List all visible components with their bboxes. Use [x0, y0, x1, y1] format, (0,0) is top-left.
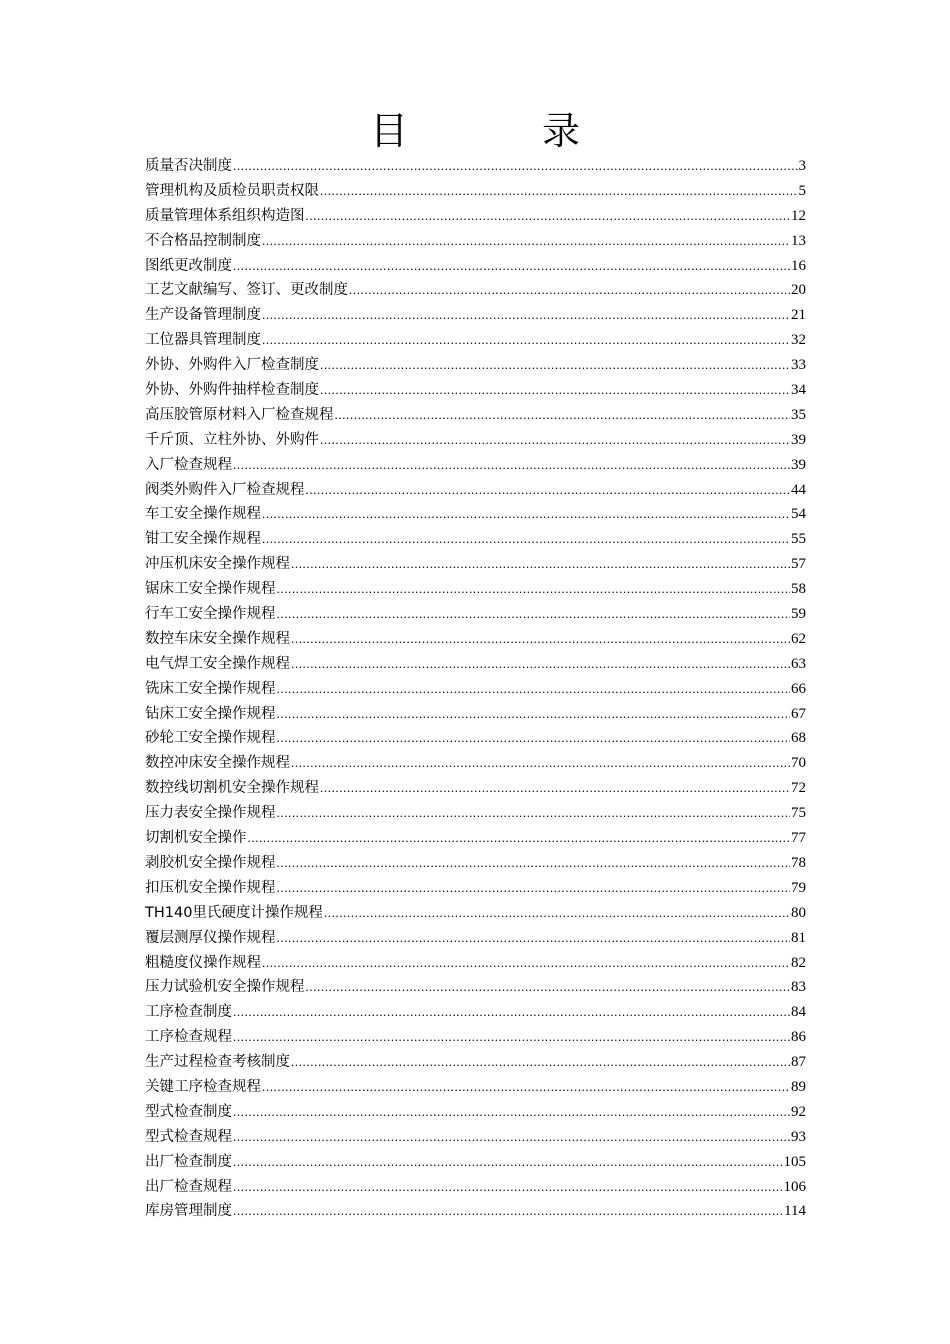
toc-entry-page-number: 44	[791, 481, 806, 498]
toc-entry-label: 生产设备管理制度	[145, 307, 261, 324]
toc-entry[interactable]	[145, 751, 806, 776]
toc-entry-label: 工艺文献编写、签订、更改制度	[145, 282, 348, 299]
toc-dot-leader	[277, 577, 791, 602]
toc-dot-leader	[233, 453, 790, 478]
toc-entry-label: 工位器具管理制度	[145, 332, 261, 349]
toc-entry[interactable]	[145, 502, 806, 527]
toc-entry[interactable]	[145, 1075, 806, 1100]
toc-entry-label: 数控车床安全操作规程	[145, 630, 290, 647]
toc-entry[interactable]	[145, 303, 806, 328]
toc-entry[interactable]	[145, 229, 806, 254]
toc-entry[interactable]	[145, 602, 806, 627]
toc-entry[interactable]	[145, 926, 806, 951]
toc-dot-leader	[306, 975, 791, 1000]
toc-entry[interactable]	[145, 652, 806, 677]
toc-entry-page-number: 105	[783, 1153, 806, 1170]
toc-entry-label: 钻床工安全操作规程	[145, 705, 276, 722]
toc-entry-page-number: 57	[791, 556, 806, 573]
toc-entry-page-number: 68	[791, 730, 806, 747]
toc-entry-page-number: 81	[791, 929, 806, 946]
toc-entry-label: 切割机安全操作	[145, 830, 247, 847]
toc-dot-leader	[277, 602, 791, 627]
toc-entry[interactable]	[145, 552, 806, 577]
toc-entry-label: 阀类外购件入厂检查规程	[145, 481, 305, 498]
toc-entry[interactable]	[145, 1199, 806, 1224]
toc-entry-label: 剥胶机安全操作规程	[145, 854, 276, 871]
toc-entry-label: 外协、外购件抽样检查制度	[145, 382, 319, 399]
toc-entry-label: 关键工序检查规程	[145, 1078, 261, 1095]
toc-dot-leader	[262, 527, 790, 552]
toc-entry-label: 数控线切割机安全操作规程	[145, 780, 319, 797]
toc-dot-leader	[291, 652, 790, 677]
toc-entry-label: 外协、外购件入厂检查制度	[145, 357, 319, 374]
toc-entry-page-number: 3	[798, 158, 806, 174]
toc-entry-label: 质量否决制度	[145, 158, 232, 174]
toc-entry-page-number: 5	[798, 182, 806, 199]
toc-entry[interactable]	[145, 428, 806, 453]
toc-entry[interactable]	[145, 453, 806, 478]
toc-dot-leader	[233, 1025, 790, 1050]
toc-entry[interactable]	[145, 254, 806, 279]
toc-dot-leader	[320, 179, 798, 204]
toc-dot-leader	[291, 627, 790, 652]
toc-entry-label: 型式检查规程	[145, 1128, 232, 1145]
toc-entry[interactable]	[145, 776, 806, 801]
toc-entry[interactable]	[145, 876, 806, 901]
toc-entry-page-number: 78	[791, 854, 806, 871]
toc-entry-page-number: 13	[791, 232, 806, 249]
toc-entry-page-number: 39	[791, 456, 806, 473]
toc-dot-leader	[277, 702, 791, 727]
toc-entry[interactable]	[145, 1175, 806, 1200]
toc-entry-label: 行车工安全操作规程	[145, 606, 276, 623]
toc-entry-label: 冲压机床安全操作规程	[145, 556, 290, 573]
toc-dot-leader	[233, 1150, 783, 1175]
toc-dot-leader	[291, 751, 790, 776]
toc-entry[interactable]	[145, 403, 806, 428]
toc-dot-leader	[277, 876, 791, 901]
toc-entry[interactable]	[145, 1000, 806, 1025]
toc-entry[interactable]	[145, 328, 806, 353]
toc-dot-leader	[277, 851, 791, 876]
toc-entry-page-number: 93	[791, 1128, 806, 1145]
toc-dot-leader	[233, 1125, 790, 1150]
toc-entry[interactable]	[145, 527, 806, 552]
toc-entry-page-number: 114	[784, 1203, 806, 1220]
toc-dot-leader	[277, 677, 791, 702]
toc-entry-page-number: 70	[791, 755, 806, 772]
toc-entry[interactable]	[145, 353, 806, 378]
toc-entry-label: 粗糙度仪操作规程	[145, 954, 261, 971]
toc-dot-leader	[277, 801, 791, 826]
toc-dot-leader	[335, 403, 791, 428]
toc-entry-label: 车工安全操作规程	[145, 506, 261, 523]
toc-entry-page-number: 84	[791, 1004, 806, 1021]
toc-entry-label: 工序检查制度	[145, 1004, 232, 1021]
toc-entry-page-number: 33	[791, 357, 806, 374]
toc-entry-label: 砂轮工安全操作规程	[145, 730, 276, 747]
toc-entry[interactable]	[145, 726, 806, 751]
toc-entry-label: 覆层测厚仪操作规程	[145, 929, 276, 946]
toc-entry-label: 铣床工安全操作规程	[145, 680, 276, 697]
toc-dot-leader	[233, 254, 790, 279]
toc-entry-page-number: 87	[791, 1054, 806, 1071]
toc-entry[interactable]	[145, 901, 806, 926]
toc-entry-label: 生产过程检查考核制度	[145, 1054, 290, 1071]
toc-entry[interactable]	[145, 378, 806, 403]
toc-dot-leader	[349, 278, 790, 303]
toc-entry-page-number: 77	[791, 830, 806, 847]
toc-dot-leader	[320, 428, 790, 453]
toc-dot-leader	[233, 1175, 783, 1200]
toc-title: 目 录	[369, 109, 628, 153]
toc-entry-label: 库房管理制度	[145, 1203, 232, 1220]
toc-entry-page-number: 55	[791, 531, 806, 548]
toc-entry-page-number: 20	[791, 282, 806, 299]
toc-dot-leader	[320, 353, 790, 378]
toc-entry-label: 压力试验机安全操作规程	[145, 979, 305, 996]
toc-dot-leader	[306, 478, 791, 503]
toc-entry-label: 工序检查规程	[145, 1029, 232, 1046]
toc-entry-label: 数控冲床安全操作规程	[145, 755, 290, 772]
toc-dot-leader	[262, 1075, 790, 1100]
toc-dot-leader	[306, 204, 791, 229]
toc-entry-page-number: 72	[791, 780, 806, 797]
toc-dot-leader	[277, 726, 791, 751]
toc-entry[interactable]	[145, 278, 806, 303]
toc-entry-label: 入厂检查规程	[145, 456, 232, 473]
toc-entry-label: 压力表安全操作规程	[145, 805, 276, 822]
toc-entry-label: 不合格品控制制度	[145, 232, 261, 249]
toc-entry-page-number: 39	[791, 431, 806, 448]
toc-dot-leader	[277, 926, 791, 951]
toc-dot-leader	[291, 552, 790, 577]
toc-entry-label: 管理机构及质检员职责权限	[145, 182, 319, 199]
toc-entry-page-number: 58	[791, 581, 806, 598]
toc-entry-label: TH140里氏硬度计操作规程	[145, 904, 323, 921]
toc-dot-leader	[262, 951, 790, 976]
toc-entry-page-number: 34	[791, 382, 806, 399]
toc-entry[interactable]	[145, 951, 806, 976]
toc-dot-leader	[320, 776, 790, 801]
toc-entry-page-number: 21	[791, 307, 806, 324]
toc-entry[interactable]	[145, 204, 806, 229]
toc-entry[interactable]	[145, 1025, 806, 1050]
toc-entry-page-number: 67	[791, 705, 806, 722]
toc-entry-page-number: 16	[791, 257, 806, 274]
toc-dot-leader	[324, 901, 790, 926]
toc-entry-page-number: 32	[791, 332, 806, 349]
toc-dot-leader	[233, 1000, 790, 1025]
toc-entry[interactable]	[145, 627, 806, 652]
toc-dot-leader	[233, 1199, 783, 1224]
toc-entry-page-number: 80	[791, 904, 806, 921]
toc-entry[interactable]	[145, 1125, 806, 1150]
toc-entry-label: 图纸更改制度	[145, 257, 232, 274]
toc-entry-page-number: 59	[791, 606, 806, 623]
toc-dot-leader	[233, 154, 798, 179]
toc-entry[interactable]	[145, 179, 806, 204]
toc-entry-label: 出厂检查制度	[145, 1153, 232, 1170]
toc-entry-page-number: 66	[791, 680, 806, 697]
toc-entry-label: 型式检查制度	[145, 1103, 232, 1120]
toc-entry[interactable]	[145, 1100, 806, 1125]
toc-entry-page-number: 12	[791, 207, 806, 224]
toc-entry[interactable]	[145, 702, 806, 727]
toc-entry-label: 锯床工安全操作规程	[145, 581, 276, 598]
toc-entry[interactable]	[145, 478, 806, 503]
toc-entry[interactable]	[145, 1150, 806, 1175]
toc-entry[interactable]	[145, 851, 806, 876]
toc-entry-page-number: 35	[791, 406, 806, 423]
toc-entry[interactable]	[145, 154, 806, 179]
toc-dot-leader	[291, 1050, 790, 1075]
toc-entry-page-number: 83	[791, 979, 806, 996]
toc-dot-leader	[262, 303, 790, 328]
toc-entry-page-number: 92	[791, 1103, 806, 1120]
toc-entry-page-number: 106	[783, 1178, 806, 1195]
toc-entry-label: 出厂检查规程	[145, 1178, 232, 1195]
toc-entry-page-number: 82	[791, 954, 806, 971]
toc-entry[interactable]	[145, 975, 806, 1000]
toc-list	[145, 154, 806, 1224]
toc-dot-leader	[233, 1100, 790, 1125]
toc-entry-page-number: 63	[791, 655, 806, 672]
toc-entry[interactable]	[145, 677, 806, 702]
toc-entry-label: 高压胶管原材料入厂检查规程	[145, 406, 334, 423]
toc-dot-leader	[262, 502, 790, 527]
toc-entry-label: 千斤顶、立柱外协、外购件	[145, 431, 319, 448]
toc-entry-label: 扣压机安全操作规程	[145, 879, 276, 896]
toc-dot-leader	[320, 378, 790, 403]
toc-entry-page-number: 86	[791, 1029, 806, 1046]
toc-entry-page-number: 79	[791, 879, 806, 896]
toc-entry[interactable]	[145, 826, 806, 851]
toc-dot-leader	[248, 826, 791, 851]
toc-entry-label: 质量管理体系组织构造图	[145, 207, 305, 224]
toc-entry-page-number: 89	[791, 1078, 806, 1095]
toc-entry[interactable]	[145, 1050, 806, 1075]
toc-entry-label: 钳工安全操作规程	[145, 531, 261, 548]
toc-entry-page-number: 75	[791, 805, 806, 822]
toc-entry[interactable]	[145, 577, 806, 602]
toc-entry[interactable]	[145, 801, 806, 826]
toc-entry-page-number: 54	[791, 506, 806, 523]
toc-entry-label: 电气焊工安全操作规程	[145, 655, 290, 672]
toc-entry-page-number: 62	[791, 630, 806, 647]
toc-dot-leader	[262, 229, 790, 254]
toc-dot-leader	[262, 328, 790, 353]
